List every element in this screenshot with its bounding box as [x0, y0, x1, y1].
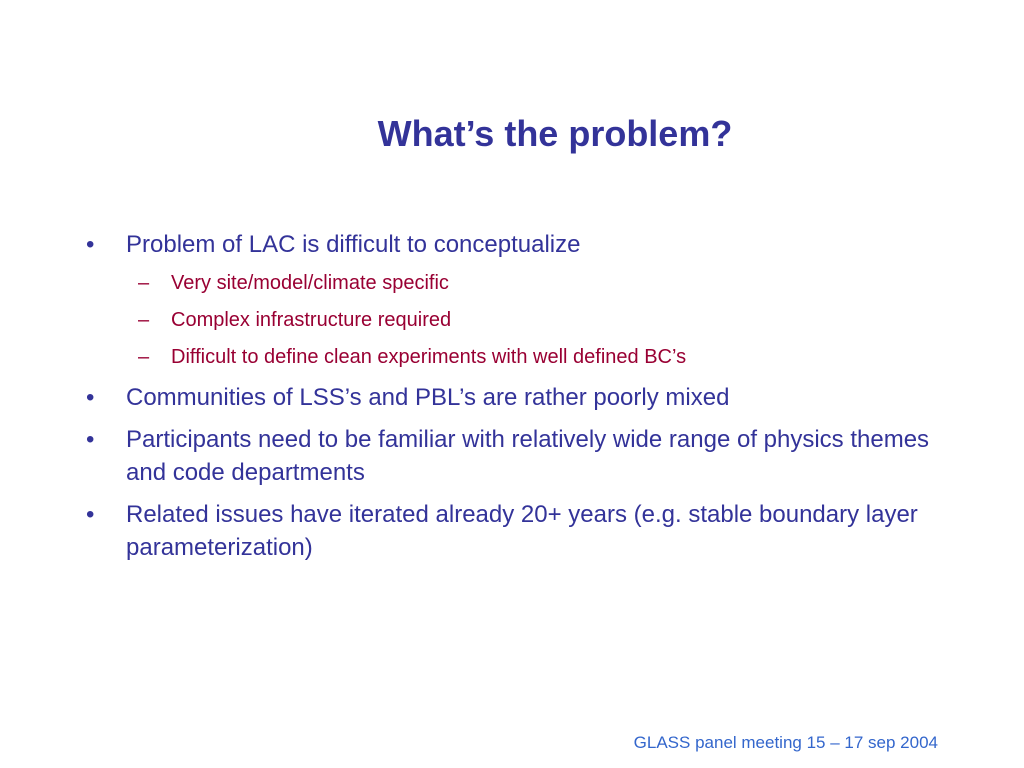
- bullet-list: [86, 228, 946, 573]
- bullet-text: Problem of LAC is difficult to conceptualize: [126, 231, 581, 258]
- dash-marker: –: [138, 309, 150, 331]
- bullet-marker: •: [86, 231, 95, 258]
- bullet-marker: •: [86, 426, 95, 453]
- dash-marker: –: [138, 272, 150, 294]
- slide-title: What’s the problem?: [377, 113, 733, 154]
- bullet-text: Related issues have iterated already 20+ years (e.g. stable boundary layer parameterization): [126, 501, 918, 561]
- bullet-item: [86, 423, 946, 489]
- bullet-text: Communities of LSS’s and PBL’s are rather poorly mixed: [126, 384, 730, 411]
- bullet-item: [86, 381, 946, 414]
- slide-footer: GLASS panel meeting 15 – 17 sep 2004: [633, 733, 938, 752]
- dash-marker: –: [138, 346, 150, 368]
- sub-bullet-text: Difficult to define clean experiments with well defined BC’s: [171, 346, 687, 368]
- bullet-text: Participants need to be familiar with relatively wide range of physics themes and code departments: [126, 426, 930, 486]
- sub-bullet-item: [126, 270, 946, 297]
- bullet-item: [86, 228, 946, 261]
- bullet-marker: •: [86, 501, 95, 528]
- sub-bullet-item: [126, 344, 946, 371]
- bullet-marker: •: [86, 384, 95, 411]
- sub-bullet-list: [86, 270, 946, 371]
- sub-bullet-text: Complex infrastructure required: [171, 309, 452, 331]
- bullet-item: [86, 498, 946, 564]
- sub-bullet-item: [126, 307, 946, 334]
- sub-bullet-text: Very site/model/climate specific: [171, 272, 449, 294]
